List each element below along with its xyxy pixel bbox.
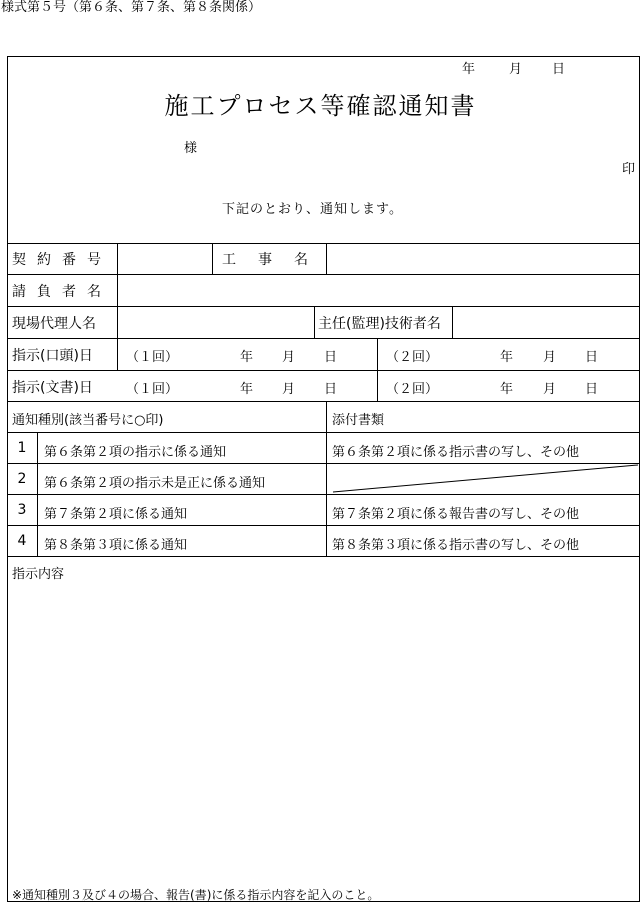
oral-first-month: 月 [282,350,296,365]
oral-instruction-label: 指示(口頭)日 [12,348,93,364]
footnote: ※通知種別３及び４の場合、報告(書)に係る指示内容を記入のこと。 [12,888,380,902]
written-second-month: 月 [543,382,557,397]
instruction-content-label: 指示内容 [12,567,65,582]
notice-row-attachment: 第６条第２項に係る指示書の写し、その他 [332,445,580,460]
site-agent-label: 現場代理人名 [12,316,96,332]
oral-second-year: 年 [500,350,514,365]
intro-text: 下記のとおり、通知します。 [222,202,403,217]
notice-row-number: 1 [17,440,27,456]
notice-row-number: 4 [17,533,27,549]
notice-row-number: 3 [17,502,27,518]
oral-second-label: （２回） [386,350,439,365]
written-first-year: 年 [240,382,254,397]
chief-engineer-label: 主任(監理)技術者名 [318,316,441,332]
notice-row-type: 第６条第２項の指示未是正に係る通知 [44,476,266,491]
notice-row-attachment: 第８条第３項に係る指示書の写し、その他 [332,538,580,553]
notice-type-header: 通知種別(該当番号に○印) [12,413,164,428]
oral-first-day: 日 [324,350,338,365]
notice-row-type: 第７条第２項に係る通知 [44,507,188,522]
written-second-year: 年 [500,382,514,397]
written-second-day: 日 [585,382,599,397]
seal-mark: 印 [622,162,636,177]
work-name-label: 工事名 [222,252,330,268]
written-second-label: （２回） [386,382,439,397]
written-first-label: （１回） [126,382,179,397]
oral-first-label: （１回） [126,350,179,365]
contractor-label: 請負者名 [12,284,112,300]
year-label: 年 [462,62,476,77]
notice-row-type: 第８条第３項に係る通知 [44,538,188,553]
form-id: 様式第５号（第６条、第７条、第８条関係） [1,0,262,15]
month-label: 月 [509,62,523,77]
contract-no-label: 契約番号 [12,252,112,268]
addressee-suffix: 様 [184,141,198,156]
document-title: 施工プロセス等確認通知書 [164,92,477,120]
written-first-month: 月 [282,382,296,397]
written-first-day: 日 [324,382,338,397]
notice-row-number: 2 [17,471,27,487]
oral-second-month: 月 [543,350,557,365]
oral-second-day: 日 [585,350,599,365]
written-instruction-label: 指示(文書)日 [12,380,93,396]
notice-row-type: 第６条第２項の指示に係る通知 [44,445,227,460]
oral-first-year: 年 [240,350,254,365]
day-label: 日 [552,62,566,77]
notice-row-attachment: 第７条第２項に係る報告書の写し、その他 [332,507,580,522]
attachment-header: 添付書類 [332,413,385,428]
